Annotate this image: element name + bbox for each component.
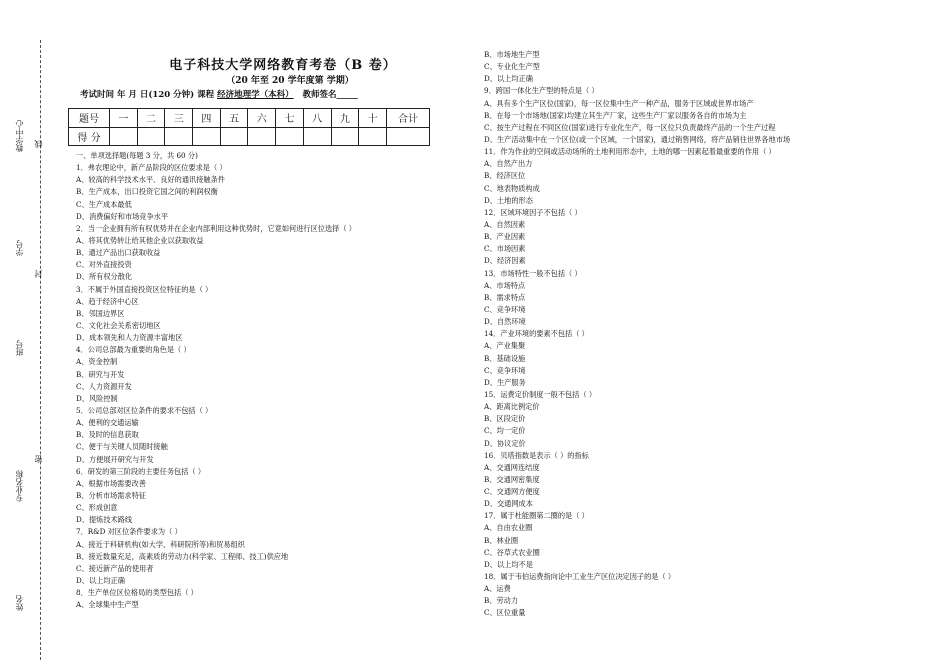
question-line: A、自然产出力 bbox=[484, 159, 533, 169]
question-line: C、人力资源开发 bbox=[76, 381, 132, 391]
question-line: B、及时的信息获取 bbox=[76, 430, 139, 440]
question-line: D、生产服务 bbox=[484, 377, 526, 387]
question-line: A、具有多个生产区位(国家)，每一区位集中生产一种产品，服务于区域或世界市场产 bbox=[484, 98, 754, 108]
question-line: C、地表物质构成 bbox=[484, 183, 540, 193]
question-line: B、产业因素 bbox=[484, 232, 526, 242]
question-line: A、产业集聚 bbox=[484, 341, 526, 351]
question-line: B、通过产品出口获取收益 bbox=[76, 248, 161, 258]
question-line: D、经济因素 bbox=[484, 256, 526, 266]
question-line: B、区段定价 bbox=[484, 414, 526, 424]
exam-time-line: 考试时间 年 月 日(120 分钟) 课程 bbox=[80, 90, 215, 100]
question-line: C、谷草式农业圈 bbox=[484, 547, 540, 557]
course-name: 经济地理学（本科） bbox=[217, 90, 294, 100]
side-cut-mark: 线 bbox=[34, 140, 43, 148]
score-input-cell[interactable] bbox=[137, 127, 165, 146]
question-line: B、劳动力 bbox=[484, 596, 519, 606]
question-line: C、竞争环境 bbox=[484, 304, 526, 314]
question-line: 15．运费定价制度一般不包括（ ） bbox=[484, 389, 597, 399]
question-line: D、生产活动集中在一个区位(或一个区域，一个国家)，通过销售网络，将产品销往世界各地市场 bbox=[484, 134, 791, 144]
question-line: D、协议定价 bbox=[484, 438, 526, 448]
question-line: C、接近新产品的使用者 bbox=[76, 563, 154, 573]
question-line: A、资金控制 bbox=[76, 357, 118, 367]
question-line: 17．属于杜能圈第二圈的是（ ） bbox=[484, 511, 589, 521]
question-line: D、交通网成本 bbox=[484, 499, 533, 509]
score-input-cell[interactable] bbox=[110, 127, 138, 146]
question-line: D、以上均正确 bbox=[76, 575, 125, 585]
score-input-cell[interactable] bbox=[193, 127, 221, 146]
score-row-label: 得 分 bbox=[69, 127, 110, 146]
question-line: B、接近数量充足，高素质的劳动力(科学家、工程师、技工)供应地 bbox=[76, 551, 289, 561]
score-input-cell[interactable] bbox=[165, 127, 193, 146]
score-input-cell[interactable] bbox=[387, 127, 430, 146]
side-label-student-id: 学号 bbox=[15, 240, 24, 256]
question-line: B、邻国边界区 bbox=[76, 308, 125, 318]
score-cell: 八 bbox=[303, 109, 331, 128]
question-line: A、运费 bbox=[484, 584, 511, 594]
question-line: 6．研发的第三阶段的主要任务包括（ ） bbox=[76, 466, 206, 476]
side-label-major: 专业名称 bbox=[15, 470, 24, 502]
question-line: 4．公司总部最为重要的角色是（ ） bbox=[76, 345, 191, 355]
exam-info bbox=[80, 88, 358, 100]
question-line: 12．区域环境因子不包括（ ） bbox=[484, 207, 582, 217]
score-cell: 五 bbox=[220, 109, 248, 128]
question-line: A、自由农业圈 bbox=[484, 523, 533, 533]
question-line: 14．产业环境的要素不包括（ ） bbox=[484, 329, 589, 339]
question-line: 1．弗农理论中，新产品阶段的区位要求是（ ） bbox=[76, 163, 227, 173]
question-line: 13．市场特性一般不包括（ ） bbox=[484, 268, 582, 278]
question-line: A、接近于科研机构(如大学、科研院所等)和贸易组织 bbox=[76, 539, 245, 549]
side-cut-mark: 封 bbox=[34, 270, 43, 278]
question-line: 8．生产单位区位格局的类型包括（ ） bbox=[76, 588, 198, 598]
score-cell: 十 bbox=[359, 109, 387, 128]
side-label-center: 教学中心 bbox=[15, 120, 24, 152]
exam-title: 电子科技大学网络教育考卷（B 卷） bbox=[169, 58, 397, 73]
question-line: A、根据市场需要改善 bbox=[76, 478, 146, 488]
question-line: A、将其优势转让给其他企业以获取收益 bbox=[76, 235, 204, 245]
score-input-cell[interactable] bbox=[248, 127, 276, 146]
question-line: D、土地的形态 bbox=[484, 195, 533, 205]
question-line: C、对外直接投资 bbox=[76, 260, 132, 270]
question-line: C、专业化生产型 bbox=[484, 62, 540, 72]
question-line: A、便利的交通运输 bbox=[76, 418, 139, 428]
question-line: 3．不属于外国直接投资区位特征的是（ ） bbox=[76, 284, 213, 294]
score-cell: 四 bbox=[193, 109, 221, 128]
question-line: 11．作为作业的空间或活动场所的土地利用形态中，土地的哪一因素起着最重要的作用（ ） bbox=[484, 147, 776, 157]
question-line: 16．贝塔指数是表示（ ）的指标 bbox=[484, 450, 589, 460]
question-line: C、形成创意 bbox=[76, 503, 118, 513]
score-cell: 七 bbox=[276, 109, 304, 128]
question-line: C、文化社会关系密切地区 bbox=[76, 320, 161, 330]
score-input-cell[interactable] bbox=[359, 127, 387, 146]
score-input-cell[interactable] bbox=[220, 127, 248, 146]
question-line: D、消费偏好和市场竞争水平 bbox=[76, 211, 169, 221]
question-line: D、以上均正确 bbox=[484, 74, 533, 84]
question-line: C、便于与关键人员随时接触 bbox=[76, 442, 168, 452]
teacher-signature: 教师签名_____ bbox=[302, 90, 358, 100]
question-line: D、方便展开研究与开发 bbox=[76, 454, 154, 464]
binding-line bbox=[40, 40, 41, 660]
score-cell: 三 bbox=[165, 109, 193, 128]
question-line: 9．跨国一体化生产型的特点是（ ） bbox=[484, 86, 599, 96]
question-line: B、经济区位 bbox=[484, 171, 526, 181]
question-line: C、均一定价 bbox=[484, 426, 526, 436]
question-line: 18．属于韦伯运费指向论中工业生产区位决定因子的是（ ） bbox=[484, 572, 676, 582]
question-line: A、交通网连结度 bbox=[484, 462, 540, 472]
score-table-score-row bbox=[69, 127, 430, 146]
question-line: B、分析市场需求特征 bbox=[76, 490, 146, 500]
question-line: D、自然环境 bbox=[484, 317, 526, 327]
question-line: A、市场特点 bbox=[484, 280, 526, 290]
question-line: D、风险控制 bbox=[76, 393, 118, 403]
question-line: D、以上均不是 bbox=[484, 559, 533, 569]
score-cell: 合计 bbox=[387, 109, 430, 128]
question-line: B、研究与开发 bbox=[76, 369, 125, 379]
question-line: A、全球集中生产型 bbox=[76, 600, 139, 610]
question-line: B、需求特点 bbox=[484, 292, 526, 302]
question-line: D、提炼技术路线 bbox=[76, 515, 133, 525]
exam-subtitle: （20 年至 20 学年度第 学期） bbox=[226, 76, 354, 86]
question-line: C、交通网方便度 bbox=[484, 487, 540, 497]
question-line: B、在每一个市场地(国家)均建立其生产厂家，这些生产厂家以服务各自的市场为主 bbox=[484, 110, 747, 120]
question-line: C、竞争环境 bbox=[484, 365, 526, 375]
score-table bbox=[68, 108, 430, 146]
side-cut-mark: 密 bbox=[34, 455, 43, 463]
question-line: 7．R&D 对区位条件要求为（ ） bbox=[76, 527, 182, 537]
question-line: D、成本领先和人力资源丰富地区 bbox=[76, 333, 183, 343]
question-line: A、趋于经济中心区 bbox=[76, 296, 139, 306]
question-line: 5．公司总部对区位条件的要求不包括（ ） bbox=[76, 405, 213, 415]
question-line: B、交通网密集度 bbox=[484, 474, 540, 484]
score-input-cell[interactable] bbox=[303, 127, 331, 146]
score-input-cell[interactable] bbox=[331, 127, 359, 146]
question-line: B、市场地生产型 bbox=[484, 50, 540, 59]
left-question-column bbox=[76, 150, 356, 611]
score-table-header-row bbox=[69, 109, 430, 128]
question-line: A、自然因素 bbox=[484, 219, 526, 229]
question-line: D、所有权分散化 bbox=[76, 272, 133, 282]
question-line: 2．当一企业拥有所有权优势并在企业内部利用这种优势时，它竟如何进行区位选择（ ） bbox=[76, 223, 356, 233]
question-line: 一、单项选择题(每题 3 分，共 60 分) bbox=[76, 151, 198, 160]
question-line: C、区位重量 bbox=[484, 608, 526, 618]
question-line: B、基础设施 bbox=[484, 353, 526, 363]
score-input-cell[interactable] bbox=[276, 127, 304, 146]
score-cell: 九 bbox=[331, 109, 359, 128]
side-label-class: 班号 bbox=[15, 340, 24, 356]
question-line: A、较高的科学技术水平、良好的通讯接触条件 bbox=[76, 175, 225, 185]
question-line: C、按生产过程在不同区位(国家)进行专业化生产，每一区位只负责最终产品的一个生产过程 bbox=[484, 122, 776, 132]
question-line: C、生产成本最低 bbox=[76, 199, 132, 209]
right-question-column bbox=[484, 49, 790, 620]
question-line: B、林业圈 bbox=[484, 535, 519, 545]
side-label-name: 姓名 bbox=[15, 595, 24, 611]
score-cell: 一 bbox=[110, 109, 138, 128]
question-line: B、生产成本，出口投资它国之间的利润权衡 bbox=[76, 187, 218, 197]
question-line: C、市场因素 bbox=[484, 244, 526, 254]
score-cell: 二 bbox=[137, 109, 165, 128]
score-cell: 题号 bbox=[69, 109, 110, 128]
score-cell: 六 bbox=[248, 109, 276, 128]
question-line: A、距离比例定价 bbox=[484, 402, 540, 412]
